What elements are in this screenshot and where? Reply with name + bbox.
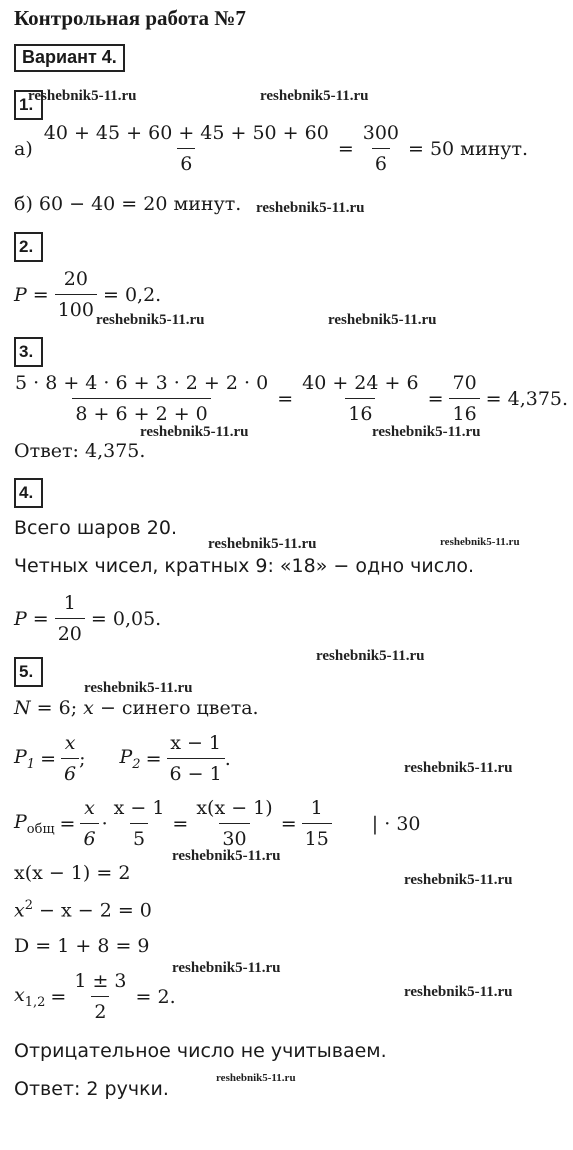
fraction-denominator: 100 [55,294,97,321]
g4-fraction [302,797,332,850]
task5-eq1: x(x − 1) = 2 [14,862,131,884]
equals-sign: = [50,985,67,1008]
g1-fraction [80,797,98,850]
fraction-denominator: 5 [130,823,148,850]
task1-a-result: = 50 минут. [408,137,529,160]
fraction-denominator: 6 − 1 [167,758,225,785]
task4-result: = 0,05. [90,607,162,630]
probability-symbol: P [14,283,27,306]
task4-line2: Четных чисел, кратных 9: «18» − одно число. [14,555,475,577]
task5-total-probability [14,797,421,850]
equals-sign: = [337,137,354,160]
task5-eq2 [14,898,152,921]
task-number-2: 2. [14,232,43,262]
equals-sign: = [145,747,162,770]
task3-fraction-weighted [12,372,271,425]
fraction-denominator: 20 [55,618,85,645]
fraction-denominator: 6 [177,148,195,175]
watermark-text: reshebnik5-11.ru [404,984,513,1000]
p2-fraction [167,732,225,785]
watermark-text: reshebnik5-11.ru [208,536,317,552]
x-description: − синего цвета. [99,697,259,719]
watermark-text: reshebnik5-11.ru [172,960,281,976]
watermark-text: reshebnik5-11.ru [372,424,481,440]
task-number-5: 5. [14,657,43,687]
equals-sign: = [32,607,49,630]
variant-label: Вариант 4. [14,44,125,72]
task1-a-equation [14,122,528,175]
roots-result: = 2. [135,985,176,1008]
fraction-numerator: 40 + 24 + 6 [302,372,419,394]
fraction-denominator: 6 [80,823,98,850]
task5-negative-note: Отрицательное число не учитываем. [14,1040,387,1062]
x-symbol: x [83,697,94,719]
equals-sign: = [32,283,49,306]
watermark-text: reshebnik5-11.ru [404,760,513,776]
watermark-text: reshebnik5-11.ru [316,648,425,664]
g2-fraction [111,797,168,850]
n-value: = 6; [36,697,78,719]
watermark-text: reshebnik5-11.ru [96,312,205,328]
task-number-3: 3. [14,337,43,367]
g3-fraction [193,797,275,850]
task3-fraction-sum [299,372,421,425]
watermark-text: reshebnik5-11.ru [84,680,193,696]
fraction-numerator: x − 1 [170,732,221,754]
fraction-denominator: 8 + 6 + 2 + 0 [72,398,210,425]
task-number-4: 4. [14,478,43,508]
task4-line1: Всего шаров 20. [14,517,177,539]
probability-symbol: P [14,607,27,630]
fraction-numerator: 1 [310,797,323,819]
task1-fraction-total [360,122,402,175]
multiplication-dot: · [101,812,108,835]
fraction-denominator: 16 [449,398,479,425]
watermark-text: reshebnik5-11.ru [440,536,520,548]
eq2-rest: − x − 2 = 0 [33,899,152,922]
fraction-numerator: x [64,732,76,754]
p1-fraction [61,732,79,785]
p1-symbol: $P_1$ [14,745,36,772]
fraction-numerator: 300 [362,122,399,144]
task5-answer: Ответ: 2 ручки. [14,1078,169,1100]
p2-symbol: $P_2$ [119,745,141,772]
fraction-numerator: 1 [63,592,76,614]
x-symbol: x [14,899,25,922]
fraction-numerator: 40 + 45 + 60 + 45 + 50 + 60 [43,122,329,144]
task3-result: = 4,375. [485,387,569,410]
watermark-text: reshebnik5-11.ru [140,424,249,440]
equals-sign: = [277,387,294,410]
task4-equation [14,592,161,645]
equals-sign: = [427,387,444,410]
task1-a-label: а) [14,137,33,160]
task3-equation [12,372,568,425]
watermark-text: reshebnik5-11.ru [404,872,513,888]
task5-probabilities [14,732,231,785]
watermark-text: reshebnik5-11.ru [216,1072,296,1084]
fraction-numerator: 20 [63,268,88,290]
fraction-numerator: x − 1 [113,797,165,819]
fraction-numerator: 70 [452,372,477,394]
n-symbol: N [14,697,31,719]
fraction-numerator: x(x − 1) [196,797,273,819]
equals-sign: = [280,812,297,835]
exponent: 2 [24,898,33,913]
watermark-text: reshebnik5-11.ru [260,88,369,104]
equals-sign: = [59,812,76,835]
task3-answer: Ответ: 4,375. [14,440,146,462]
fraction-denominator: 6 [61,758,79,785]
task2-result: = 0,2. [102,283,162,306]
task2-fraction [55,268,97,321]
fraction-numerator: 5 · 8 + 4 · 6 + 3 · 2 + 2 · 0 [15,372,269,394]
equals-sign: = [172,812,189,835]
p-total-symbol: $P_{общ}$ [14,810,55,837]
period: . [224,747,231,770]
task3-fraction-simple [449,372,479,425]
watermark-text: reshebnik5-11.ru [256,200,365,216]
task5-roots [14,970,176,1023]
fraction-denominator: 6 [372,148,390,175]
equals-sign: = [40,747,56,770]
fraction-denominator: 2 [91,996,109,1023]
watermark-text: reshebnik5-11.ru [172,848,281,864]
multiply-note: | · 30 [371,812,421,835]
task4-fraction [55,592,85,645]
x12-symbol: $x_{1,2}$ [14,983,46,1010]
roots-fraction [71,970,129,1023]
task1-b-line: б) 60 − 40 = 20 минут. [14,193,242,215]
fraction-numerator: x [84,797,95,819]
fraction-denominator: 30 [219,823,249,850]
page-title: Контрольная работа №7 [14,6,246,30]
fraction-numerator: 1 ± 3 [74,970,127,992]
fraction-denominator: 15 [302,823,332,850]
watermark-text: reshebnik5-11.ru [28,88,137,104]
task5-line1 [14,697,259,719]
semicolon: ; [79,747,86,770]
watermark-text: reshebnik5-11.ru [328,312,437,328]
fraction-denominator: 16 [345,398,375,425]
task1-fraction-sum [41,122,332,175]
task5-discriminant: D = 1 + 8 = 9 [14,935,150,957]
task-number-1: 1. [14,90,43,120]
